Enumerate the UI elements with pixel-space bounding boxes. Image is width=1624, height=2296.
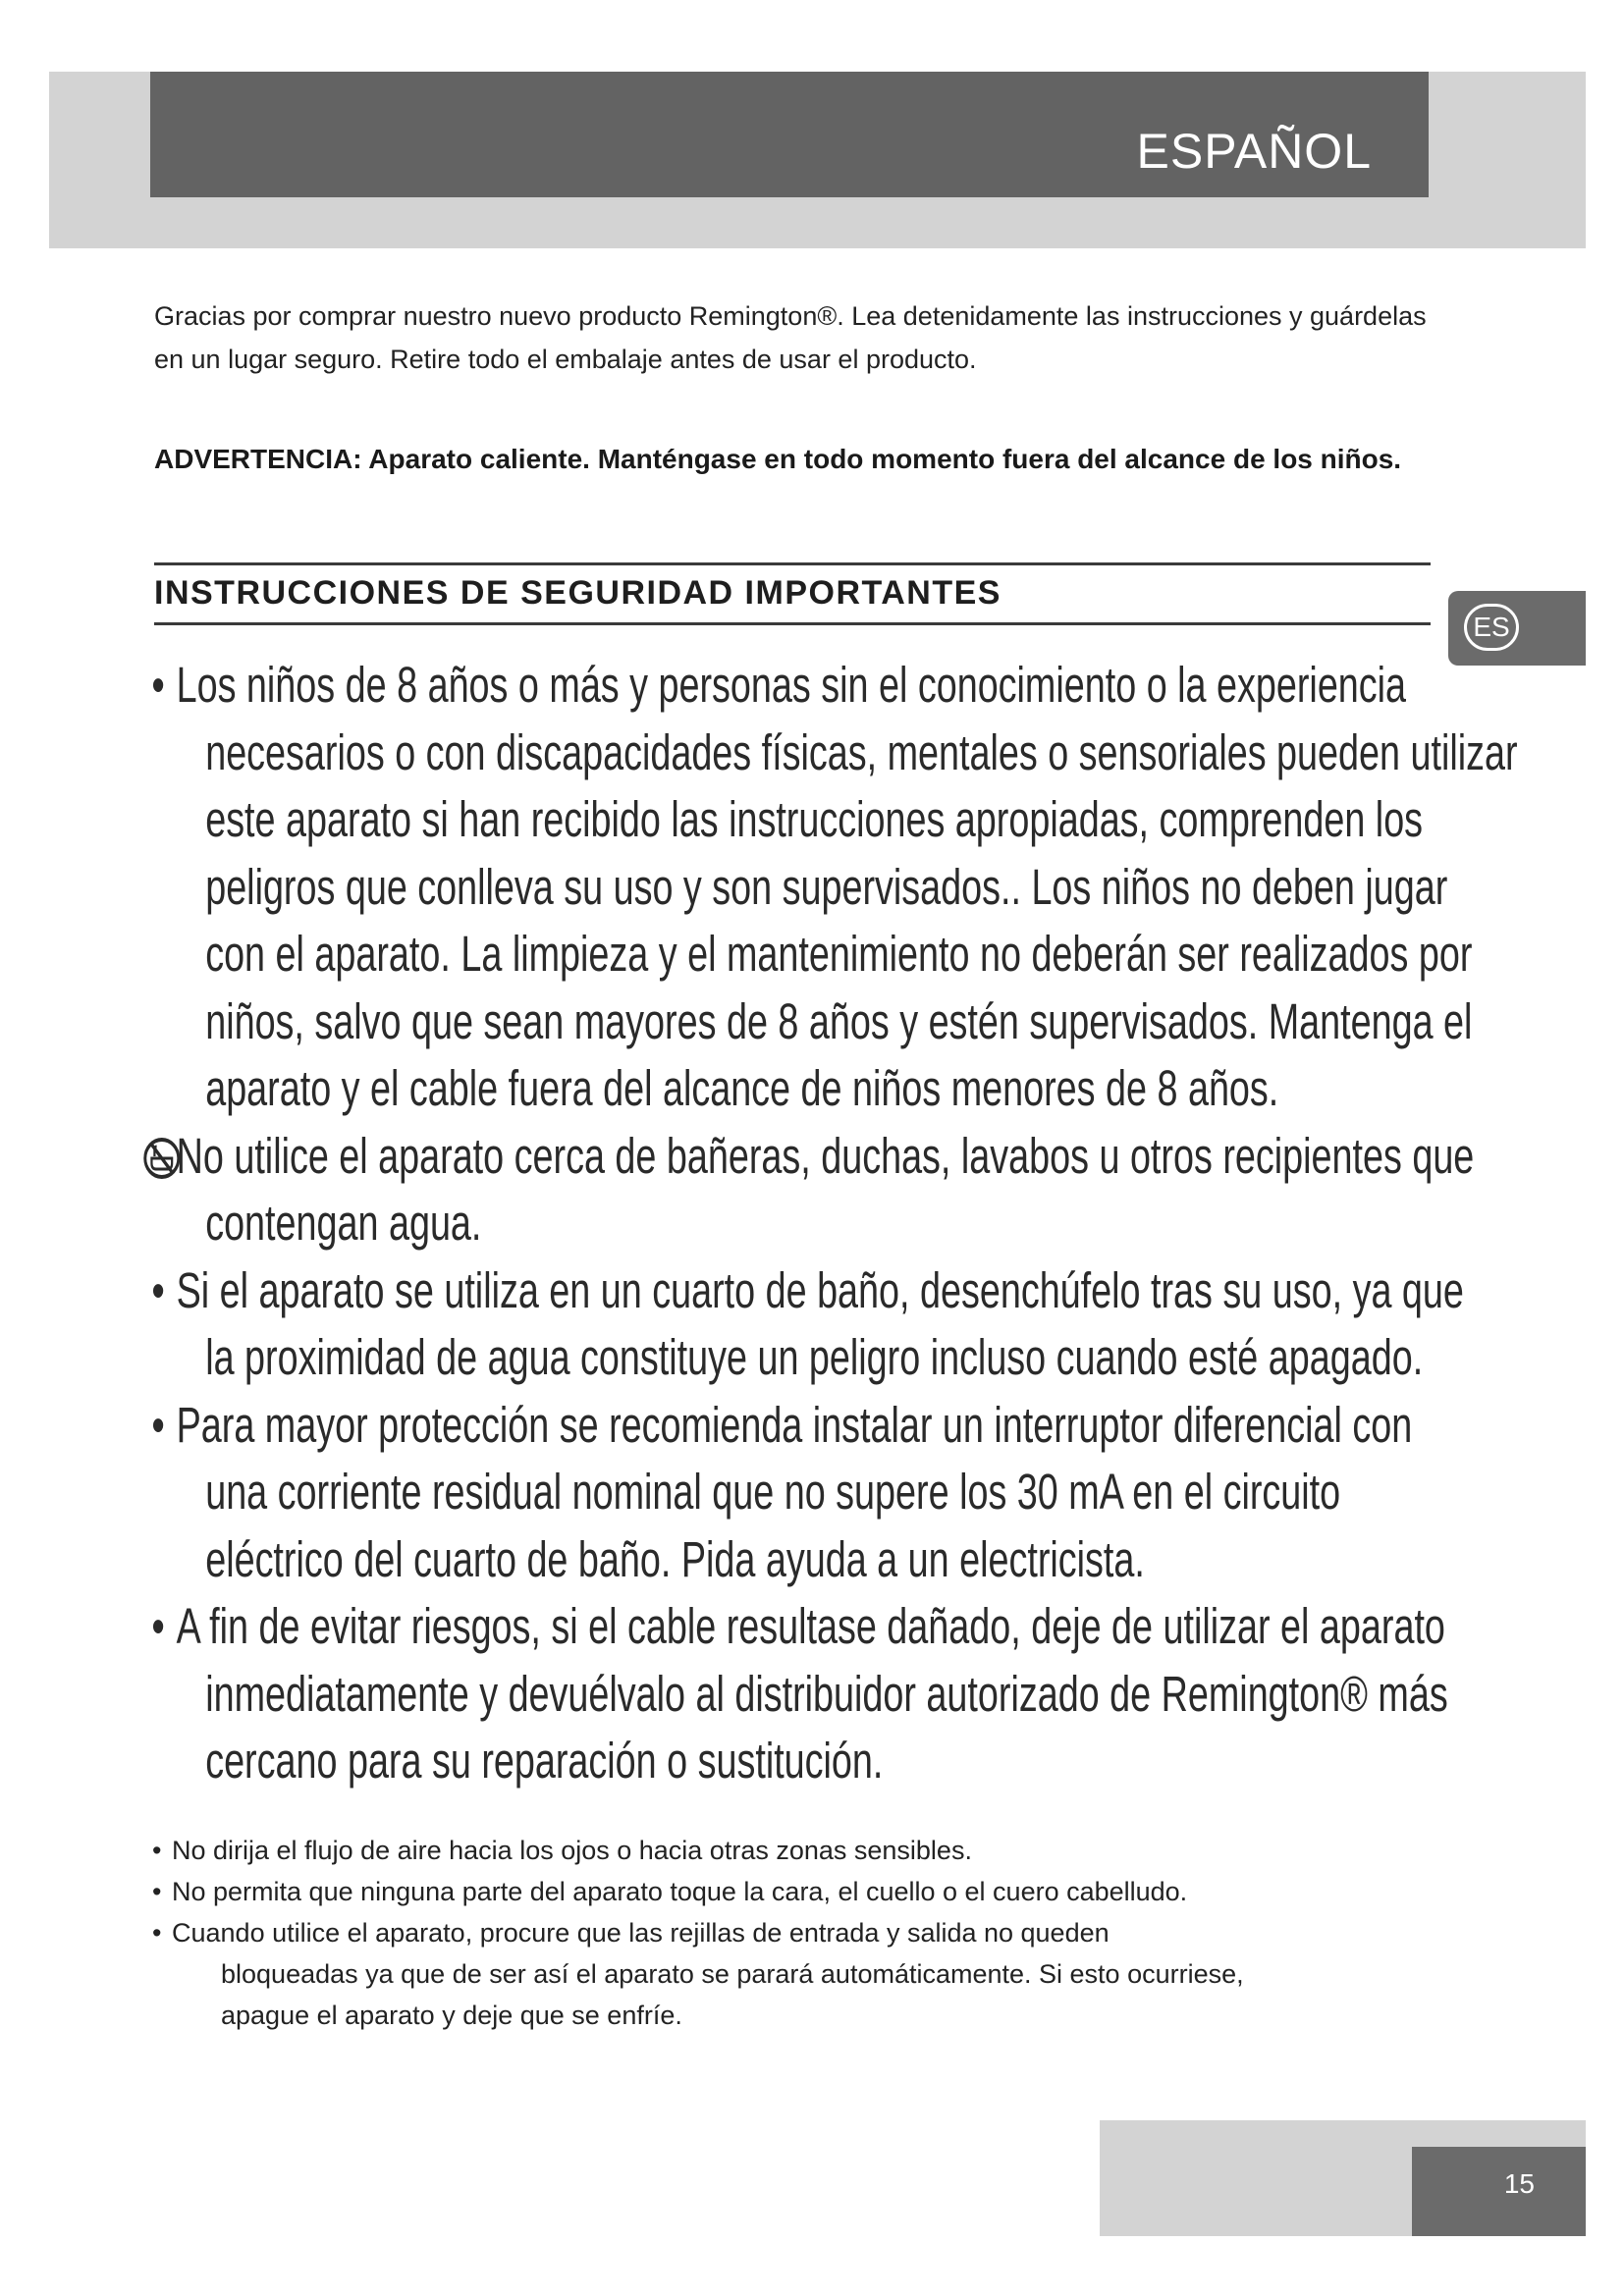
bullet-marker: •: [152, 1877, 162, 1906]
list-item: [152, 1912, 1448, 2036]
list-item: [147, 1392, 1413, 1594]
section-title: INSTRUCCIONES DE SEGURIDAD IMPORTANTES: [154, 574, 1001, 612]
bullet-marker: •: [152, 1836, 162, 1865]
list-item-line: A fin de evitar riesgos, si el cable resultase dañado, deje de utilizar el aparato: [176, 1598, 1445, 1654]
list-item-line: Cuando utilice el aparato, procure que las rejillas de entrada y salida no queden: [172, 1918, 1110, 1948]
list-item-line: eléctrico del cuarto de baño. Pida ayuda a un electricista.: [205, 1530, 1145, 1587]
language-tab: [1448, 591, 1586, 666]
list-item-line: apague el aparato y deje que se enfríe.: [221, 2001, 682, 2030]
list-item-line: niños, salvo que sean mayores de 8 años y estén supervisados. Mantenga el: [205, 992, 1473, 1049]
bullet-marker: •: [152, 1918, 162, 1948]
bullet-marker: •: [151, 1598, 165, 1654]
list-item: [147, 1593, 1448, 1795]
list-item-line: Los niños de 8 años o más y personas sin el conocimiento o la experiencia: [176, 657, 1407, 713]
list-item: [152, 1830, 1448, 1871]
list-item-line: Si el aparato se utiliza en un cuarto de baño, desenchúfelo tras su uso, ya que: [176, 1261, 1464, 1318]
header-bar: [150, 72, 1429, 197]
bullet-marker: •: [151, 1261, 165, 1318]
list-item-line: Para mayor protección se recomienda instalar un interruptor diferencial con: [176, 1396, 1413, 1453]
list-item-line: No dirija el flujo de aire hacia los ojos o hacia otras zonas sensibles.: [172, 1836, 972, 1865]
list-item-line: este aparato si han recibido las instrucciones apropiadas, comprenden los: [205, 791, 1424, 847]
list-item-line: con el aparato. La limpieza y el mantenimiento no deberán ser realizados por: [205, 926, 1473, 982]
list-item-line: aparato y el cable fuera del alcance de niños menores de 8 años.: [205, 1060, 1279, 1116]
no-water-bathtub-icon: [143, 1137, 181, 1180]
list-item-line: bloqueadas ya que de ser así el aparato se parará automáticamente. Si esto ocurriese,: [221, 1959, 1244, 1989]
bullet-marker: •: [151, 657, 165, 713]
page-number-box: [1412, 2147, 1586, 2236]
page-number: 15: [1503, 2168, 1535, 2199]
list-item: [147, 1123, 1475, 1257]
usage-list: [152, 1830, 1448, 2036]
list-item-line: No permita que ninguna parte del aparato toque la cara, el cuello o el cuero cabelludo.: [172, 1877, 1188, 1906]
safety-list: [147, 652, 1518, 1795]
language-badge: ES: [1464, 604, 1519, 651]
list-item-line: inmediatamente y devuélvalo al distribuidor autorizado de Remington® más: [205, 1665, 1448, 1722]
list-item: [147, 1257, 1464, 1392]
section-divider-bottom: [154, 622, 1431, 625]
list-item-line: necesarios o con discapacidades físicas, mentales o sensoriales pueden utilizar: [205, 723, 1518, 780]
list-item: [152, 1871, 1448, 1912]
page-title: ESPAÑOL: [1136, 124, 1372, 179]
list-item-line: contengan agua.: [205, 1195, 482, 1251]
list-item-line: peligros que conlleva su uso y son supervisados.. Los niños no deben jugar: [205, 858, 1448, 915]
list-item-line: cercano para su reparación o sustitución.: [205, 1733, 884, 1789]
list-item-line: una corriente residual nominal que no supere los 30 mA en el circuito: [205, 1464, 1341, 1520]
list-item: [147, 652, 1518, 1123]
section-divider-top: [154, 562, 1431, 565]
list-item-line: No utilice el aparato cerca de bañeras, duchas, lavabos u otros recipientes que: [176, 1127, 1475, 1184]
bullet-marker: •: [151, 1396, 165, 1453]
warning-paragraph: ADVERTENCIA: Aparato caliente. Manténgase en todo momento fuera del alcance de los niños.: [154, 444, 1402, 474]
intro-paragraph: Gracias por comprar nuestro nuevo producto Remington®. Lea detenidamente las instrucciones y guárdelas en un lugar seguro. Retire todo el embalaje antes de usar el producto.: [154, 301, 1427, 374]
list-item-line: la proximidad de agua constituye un peligro incluso cuando esté apagado.: [205, 1329, 1424, 1385]
